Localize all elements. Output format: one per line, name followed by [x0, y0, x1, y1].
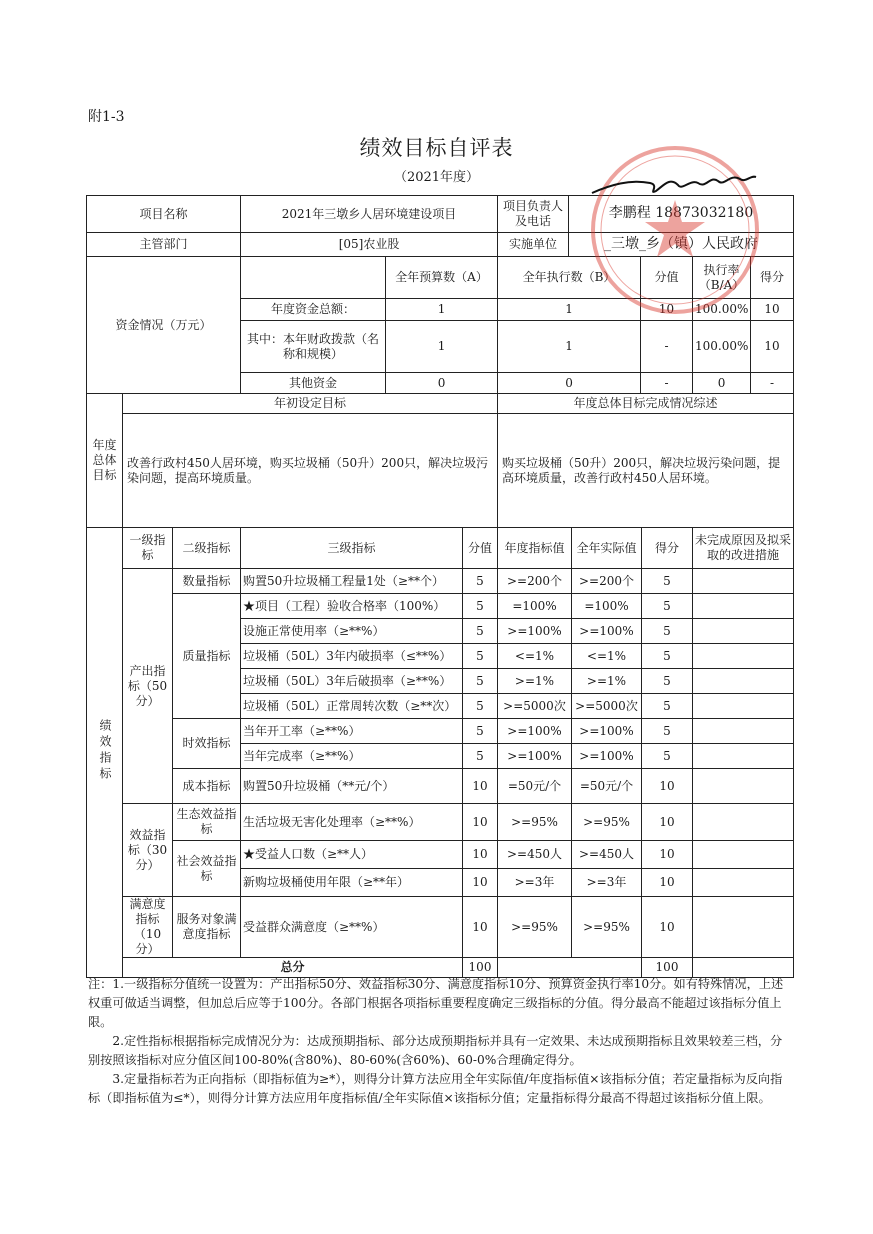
indicator-target: >=5000次: [498, 694, 572, 719]
project-name-label: 项目名称: [87, 196, 241, 233]
indicator-reason: [693, 769, 794, 804]
indicator-actual: >=1%: [572, 669, 642, 694]
header-actual: 全年实际值: [572, 528, 642, 569]
note-3: 3.定量指标若为正向指标（即指标值为≥*），则得分计算方法应用全年实际值/年度指标值×该指标分值；若定量指标为反向指标（即指标值为≤*），则得分计算方法应用年度指标值/全年实际值×该指标分值；定量指标得分最高不得超过该指标分值上限。: [88, 1072, 783, 1105]
indicator-actual: >=100%: [572, 719, 642, 744]
funds-row-rate: 100.00%: [693, 321, 751, 373]
indicator-actual: >=95%: [572, 804, 642, 841]
funds-row-name: 年度资金总额：: [241, 299, 386, 321]
indicator-score: 10: [642, 769, 693, 804]
funds-row-budget: 1: [386, 299, 498, 321]
indicator-value: 10: [463, 869, 498, 897]
indicator-name: 购置50升垃圾桶工程量1处（≥**个）: [241, 569, 463, 594]
indicators-label: 绩效指标: [87, 528, 123, 978]
level1-output: 产出指标（50分）: [123, 569, 173, 804]
indicator-reason: [693, 804, 794, 841]
indicator-score: 10: [642, 869, 693, 897]
indicator-target: >=95%: [498, 897, 572, 958]
indicator-score: 5: [642, 644, 693, 669]
total-label: 总分: [123, 958, 463, 978]
header-level3: 三级指标: [241, 528, 463, 569]
indicator-score: 5: [642, 594, 693, 619]
indicator-actual: >=100%: [572, 619, 642, 644]
indicator-target: >=450人: [498, 841, 572, 869]
indicator-target: >=100%: [498, 619, 572, 644]
indicator-target: >=100%: [498, 719, 572, 744]
funds-row-exec: 1: [498, 321, 641, 373]
indicator-actual: >=5000次: [572, 694, 642, 719]
indicator-name: 当年开工率（≥**%）: [241, 719, 463, 744]
indicator-reason: [693, 569, 794, 594]
indicator-score: 5: [642, 669, 693, 694]
total-value: 100: [463, 958, 498, 978]
indicator-target: >=95%: [498, 804, 572, 841]
goals-initial-header: 年初设定目标: [123, 394, 498, 414]
indicator-actual: >=3年: [572, 869, 642, 897]
attachment-label: 附1-3: [88, 109, 125, 125]
header-level2: 二级指标: [173, 528, 241, 569]
indicator-actual: >=95%: [572, 897, 642, 958]
dept-label: 主管部门: [87, 233, 241, 257]
indicator-name: 垃圾桶（50L）3年后破损率（≥**%）: [241, 669, 463, 694]
indicator-name: 设施正常使用率（≥**%）: [241, 619, 463, 644]
funds-header-budget: 全年预算数（A）: [386, 257, 498, 299]
indicator-score: 5: [642, 719, 693, 744]
indicator-actual: >=450人: [572, 841, 642, 869]
indicator-reason: [693, 841, 794, 869]
header-target: 年度指标值: [498, 528, 572, 569]
level2-quality: 质量指标: [173, 594, 241, 719]
project-name-value: 2021年三墩乡人居环境建设项目: [241, 196, 498, 233]
indicator-name: 受益群众满意度（≥**%）: [241, 897, 463, 958]
indicator-value: 5: [463, 594, 498, 619]
funds-label: 资金情况（万元）: [87, 257, 241, 394]
project-info-table: [86, 195, 794, 394]
notes: [88, 975, 794, 1108]
indicator-actual: >=200个: [572, 569, 642, 594]
level2-quantity: 数量指标: [173, 569, 241, 594]
funds-header-score: 得分: [751, 257, 794, 299]
indicator-actual: <=1%: [572, 644, 642, 669]
goals-label: 年度总体目标: [87, 394, 123, 528]
indicator-reason: [693, 694, 794, 719]
page-title: 绩效目标自评表: [359, 136, 514, 160]
goals-table: [86, 393, 794, 528]
indicator-name: 生活垃圾无害化处理率（≥**%）: [241, 804, 463, 841]
funds-row-exec: 0: [498, 373, 641, 394]
indicator-score: 5: [642, 619, 693, 644]
indicator-value: 5: [463, 669, 498, 694]
indicator-value: 5: [463, 719, 498, 744]
funds-header-score-value: 分值: [641, 257, 693, 299]
indicator-reason: [693, 897, 794, 958]
indicator-actual: =100%: [572, 594, 642, 619]
indicator-value: 5: [463, 694, 498, 719]
project-owner-value: 李鹏程 18873032180: [569, 196, 794, 233]
header-reason: 未完成原因及拟采取的改进措施: [693, 528, 794, 569]
funds-header-blank: [241, 257, 386, 299]
indicator-reason: [693, 719, 794, 744]
indicator-score: 5: [642, 744, 693, 769]
indicator-reason: [693, 744, 794, 769]
note-1: 注：1.一级指标分值统一设置为：产出指标50分、效益指标30分、满意度指标10分、预算资金执行率10分。如有特殊情况，上述权重可做适当调整，但加总后应等于100分。各部门根据各项指标重要程度确定三级指标的分值。得分最高不能超过该指标分值上限。: [88, 977, 784, 1029]
total-score: 100: [642, 958, 693, 978]
funds-row-budget: 1: [386, 321, 498, 373]
header-score: 得分: [642, 528, 693, 569]
note-2: 2.定性指标根据指标完成情况分为：达成预期指标、部分达成预期指标并具有一定效果、未达成预期指标且效果较差三档，分别按照该指标对应分值区间100-80%(含80%)、80-60%(含60%)、60-0%合理确定得分。: [88, 1034, 783, 1067]
funds-row-name: 其他资金: [241, 373, 386, 394]
indicator-reason: [693, 869, 794, 897]
indicator-reason: [693, 644, 794, 669]
indicator-target: >=200个: [498, 569, 572, 594]
indicator-name: 垃圾桶（50L）3年内破损率（≤**%）: [241, 644, 463, 669]
indicator-name: 垃圾桶（50L）正常周转次数（≥**次）: [241, 694, 463, 719]
level2-ecological: 生态效益指标: [173, 804, 241, 841]
header-level1: 一级指标: [123, 528, 173, 569]
funds-row-score-value: 10: [641, 299, 693, 321]
level2-social: 社会效益指标: [173, 841, 241, 897]
funds-row-score-value: -: [641, 373, 693, 394]
funds-row-name: 其中：本年财政拨款（名称和规模）: [241, 321, 386, 373]
indicator-name: 购置50升垃圾桶（**元/个）: [241, 769, 463, 804]
indicator-value: 10: [463, 769, 498, 804]
goals-initial-text: 改善行政村450人居环境，购买垃圾桶（50升）200只，解决垃圾污染问题，提高环境质量。: [123, 414, 498, 528]
funds-row-rate: 0: [693, 373, 751, 394]
indicator-value: 5: [463, 569, 498, 594]
funds-row-score: -: [751, 373, 794, 394]
unit-value: _三墩_乡（镇）人民政府: [569, 233, 794, 257]
funds-row-budget: 0: [386, 373, 498, 394]
goals-summary-header: 年度总体目标完成情况综述: [498, 394, 794, 414]
indicator-reason: [693, 594, 794, 619]
level2-timeliness: 时效指标: [173, 719, 241, 769]
indicator-score: 5: [642, 569, 693, 594]
indicator-reason: [693, 669, 794, 694]
year-label: （2021年度）: [393, 170, 480, 185]
indicator-target: <=1%: [498, 644, 572, 669]
indicator-value: 5: [463, 744, 498, 769]
funds-row-score-value: -: [641, 321, 693, 373]
funds-header-rate: 执行率（B/A）: [693, 257, 751, 299]
header-value: 分值: [463, 528, 498, 569]
indicator-value: 10: [463, 841, 498, 869]
funds-header-exec: 全年执行数（B）: [498, 257, 641, 299]
indicator-name: 新购垃圾桶使用年限（≥**年）: [241, 869, 463, 897]
indicator-value: 5: [463, 644, 498, 669]
level1-benefit: 效益指标（30分）: [123, 804, 173, 897]
indicator-reason: [693, 619, 794, 644]
indicator-score: 10: [642, 804, 693, 841]
project-owner-label: 项目负责人及电话: [498, 196, 569, 233]
level1-satisfaction: 满意度指标（10分）: [123, 897, 173, 958]
indicator-score: 10: [642, 841, 693, 869]
indicators-table: [86, 527, 794, 978]
indicator-value: 5: [463, 619, 498, 644]
indicator-name: 当年完成率（≥**%）: [241, 744, 463, 769]
indicator-name: ★项目（工程）验收合格率（100%）: [241, 594, 463, 619]
funds-row-exec: 1: [498, 299, 641, 321]
unit-label: 实施单位: [498, 233, 569, 257]
indicator-value: 10: [463, 804, 498, 841]
indicator-target: =50元/个: [498, 769, 572, 804]
indicator-name: ★受益人口数（≥**人）: [241, 841, 463, 869]
indicator-target: >=1%: [498, 669, 572, 694]
indicator-actual: >=100%: [572, 744, 642, 769]
indicator-target: >=3年: [498, 869, 572, 897]
indicator-actual: =50元/个: [572, 769, 642, 804]
indicator-target: >=100%: [498, 744, 572, 769]
indicator-target: =100%: [498, 594, 572, 619]
indicator-score: 10: [642, 897, 693, 958]
dept-value: [05]农业股: [241, 233, 498, 257]
funds-row-rate: 100.00%: [693, 299, 751, 321]
funds-row-score: 10: [751, 321, 794, 373]
level2-satisfaction: 服务对象满意度指标: [173, 897, 241, 958]
indicator-value: 10: [463, 897, 498, 958]
indicator-score: 5: [642, 694, 693, 719]
goals-summary-text: 购买垃圾桶（50升）200只，解决垃圾污染问题，提高环境质量，改善行政村450人居环境。: [498, 414, 794, 528]
level2-cost: 成本指标: [173, 769, 241, 804]
funds-row-score: 10: [751, 299, 794, 321]
